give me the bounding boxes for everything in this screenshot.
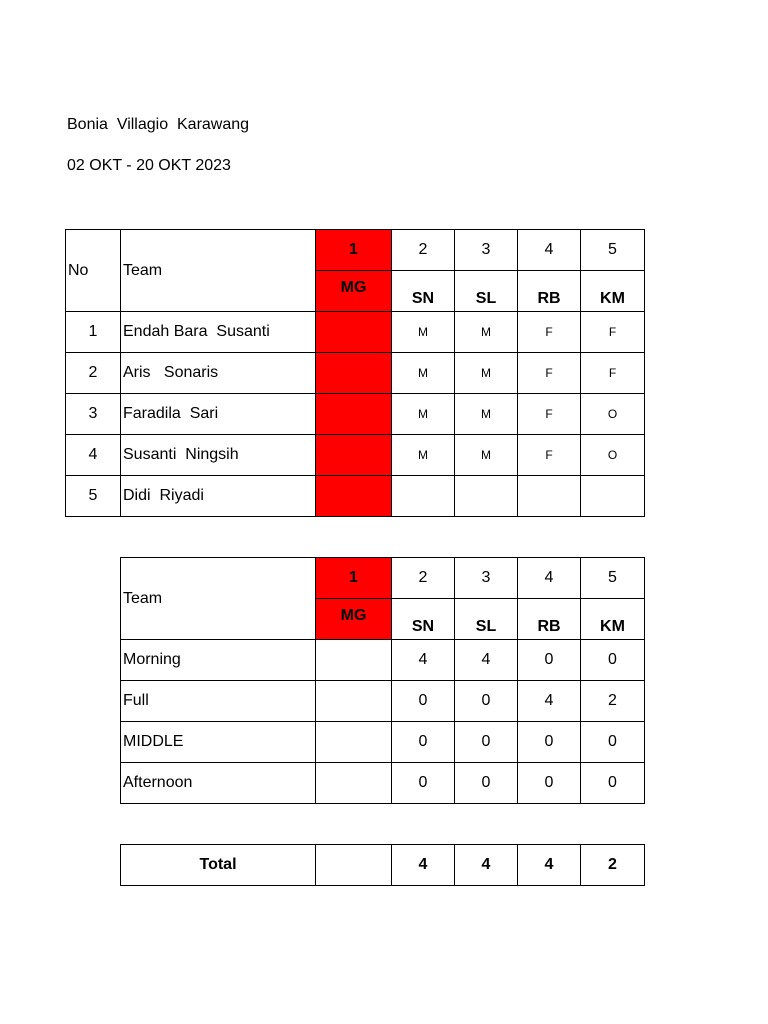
row-number: 1 [66,312,121,353]
total-value: 4 [455,845,518,886]
count-cell: 4 [392,640,455,681]
column-code: MG [316,599,392,640]
shift-cell: M [392,435,455,476]
total-table [120,844,645,886]
table-row [121,640,645,681]
total-label: Total [121,845,316,886]
table-row [66,353,645,394]
shift-cell [316,353,392,394]
shift-cell [455,476,518,517]
shift-type-label: Afternoon [121,763,316,804]
column-header-team: Team [121,230,316,312]
count-cell: 0 [455,681,518,722]
column-code: SN [392,271,455,312]
count-cell: 0 [581,763,645,804]
row-number: 2 [66,353,121,394]
shift-cell: M [392,312,455,353]
shift-cell: F [518,312,581,353]
column-number: 5 [581,558,645,599]
count-cell [316,722,392,763]
shift-cell [316,435,392,476]
column-number: 4 [518,558,581,599]
count-cell: 0 [518,640,581,681]
column-code: RB [518,271,581,312]
column-header-no: No [66,230,121,312]
shift-cell [518,476,581,517]
shift-cell: M [455,312,518,353]
schedule-header-row-numbers [66,230,645,271]
shift-type-label: Full [121,681,316,722]
table-row [121,681,645,722]
shift-cell: M [392,394,455,435]
team-member-name: Didi Riyadi [121,476,316,517]
column-code: KM [581,599,645,640]
team-member-name: Endah Bara Susanti [121,312,316,353]
row-number: 5 [66,476,121,517]
shift-cell: M [455,394,518,435]
shift-cell: O [581,435,645,476]
team-member-name: Susanti Ningsih [121,435,316,476]
count-cell [316,640,392,681]
total-value: 4 [392,845,455,886]
shift-cell: O [581,394,645,435]
team-member-name: Aris Sonaris [121,353,316,394]
count-cell: 0 [518,722,581,763]
shift-cell: F [518,435,581,476]
count-cell [316,763,392,804]
table-row [66,312,645,353]
total-value: 4 [518,845,581,886]
count-cell: 0 [392,722,455,763]
count-cell: 0 [455,763,518,804]
column-number: 2 [392,230,455,271]
team-member-name: Faradila Sari [121,394,316,435]
column-number: 1 [316,230,392,271]
total-value: 2 [581,845,645,886]
count-cell: 0 [518,763,581,804]
shift-cell: M [455,435,518,476]
count-cell: 2 [581,681,645,722]
row-number: 3 [66,394,121,435]
column-code: MG [316,271,392,312]
count-cell: 0 [392,681,455,722]
column-number: 3 [455,558,518,599]
column-number: 1 [316,558,392,599]
schedule-table [65,229,645,517]
summary-table [120,557,645,804]
total-row [121,845,645,886]
count-cell: 0 [455,722,518,763]
table-row [66,476,645,517]
count-cell [316,681,392,722]
shift-cell [316,394,392,435]
shift-cell: F [518,394,581,435]
column-header-team: Team [121,558,316,640]
date-range: 02 OKT - 20 OKT 2023 [67,157,231,174]
shift-type-label: MIDDLE [121,722,316,763]
column-code: SN [392,599,455,640]
column-code: KM [581,271,645,312]
table-row [66,435,645,476]
column-number: 2 [392,558,455,599]
total-value [316,845,392,886]
count-cell: 4 [518,681,581,722]
column-number: 4 [518,230,581,271]
count-cell: 0 [392,763,455,804]
shift-type-label: Morning [121,640,316,681]
shift-cell [581,476,645,517]
shift-cell: F [581,312,645,353]
column-number: 3 [455,230,518,271]
table-row [121,722,645,763]
location-title: Bonia Villagio Karawang [67,116,250,133]
shift-cell: F [518,353,581,394]
count-cell: 0 [581,640,645,681]
shift-cell [392,476,455,517]
shift-cell: M [392,353,455,394]
summary-header-row-numbers [121,558,645,599]
shift-cell: M [455,353,518,394]
column-code: RB [518,599,581,640]
count-cell: 0 [581,722,645,763]
shift-cell: F [581,353,645,394]
column-number: 5 [581,230,645,271]
shift-cell [316,312,392,353]
column-code: SL [455,271,518,312]
column-code: SL [455,599,518,640]
row-number: 4 [66,435,121,476]
table-row [121,763,645,804]
table-row [66,394,645,435]
count-cell: 4 [455,640,518,681]
shift-cell [316,476,392,517]
